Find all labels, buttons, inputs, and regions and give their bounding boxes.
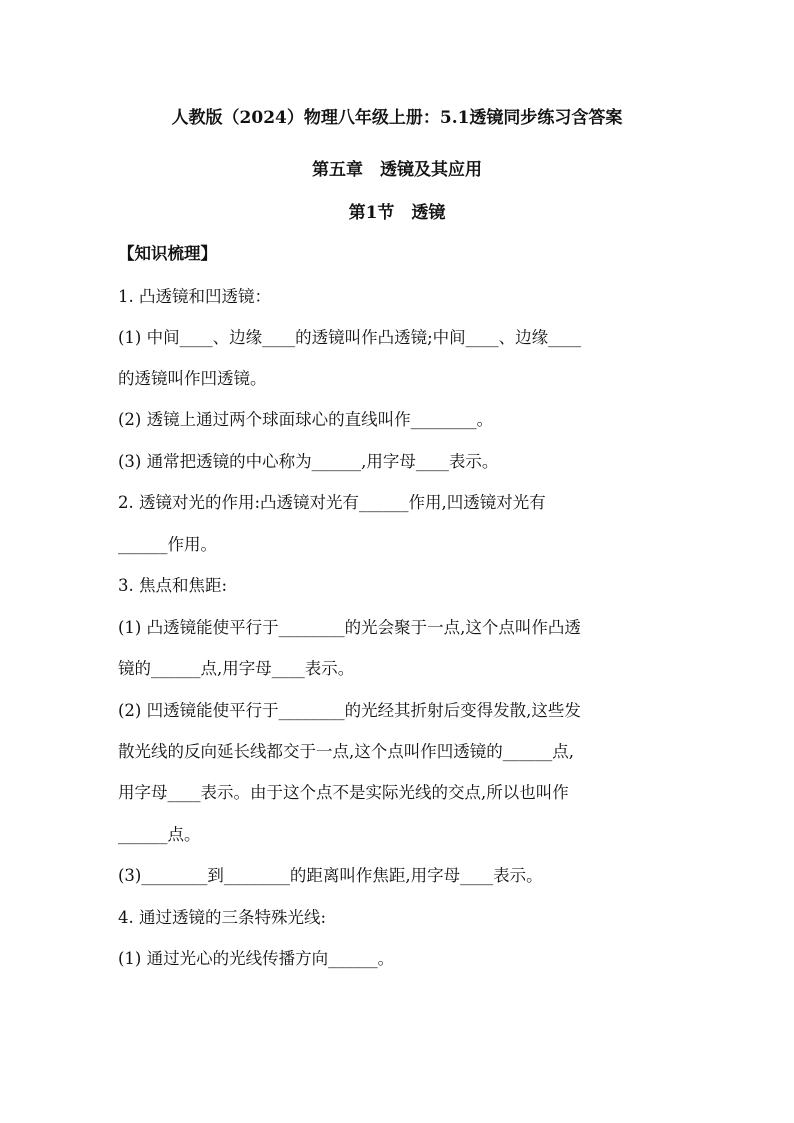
- text-line: (2) 凹透镜能使平行于________的光经其折射后变得发散,这些发: [118, 701, 581, 720]
- text-line: (3)________到________的距离叫作焦距,用字母____表示。: [118, 866, 543, 885]
- text-line: 1. 凸透镜和凹透镜：: [118, 287, 271, 306]
- text-line: ______作用。: [118, 535, 217, 554]
- section-title: 第1节 透镜: [348, 203, 446, 223]
- text-line: 2. 透镜对光的作用:凸透镜对光有______作用,凹透镜对光有: [118, 493, 546, 512]
- chapter-title: 第五章 透镜及其应用: [312, 160, 482, 180]
- text-line: 镜的______点,用字母____表示。: [118, 659, 355, 678]
- text-line: (1) 凸透镜能使平行于________的光会聚于一点,这个点叫作凸透: [118, 618, 581, 637]
- document-title: 人教版（2024）物理八年级上册：5.1透镜同步练习含答案: [171, 108, 623, 128]
- section-heading: 【知识梳理】: [118, 244, 217, 263]
- text-line: (1) 通过光心的光线传播方向______。: [118, 949, 395, 968]
- text-line: 4. 通过透镜的三条特殊光线:: [118, 908, 327, 927]
- text-line: 3. 焦点和焦距:: [118, 576, 228, 595]
- text-line: 用字母____表示。由于这个点不是实际光线的交点,所以也叫作: [118, 783, 569, 802]
- text-line: (2) 透镜上通过两个球面球心的直线叫作________。: [118, 410, 494, 429]
- text-line: 的透镜叫作凹透镜。: [118, 369, 267, 388]
- text-line: ______点。: [118, 825, 201, 844]
- text-line: 散光线的反向延长线都交于一点,这个点叫作凹透镜的______点,: [118, 742, 574, 761]
- text-line: (1) 中间____、边缘____的透镜叫作凸透镜;中间____、边缘____: [118, 328, 582, 347]
- text-line: (3) 通常把透镜的中心称为______,用字母____表示。: [118, 452, 499, 471]
